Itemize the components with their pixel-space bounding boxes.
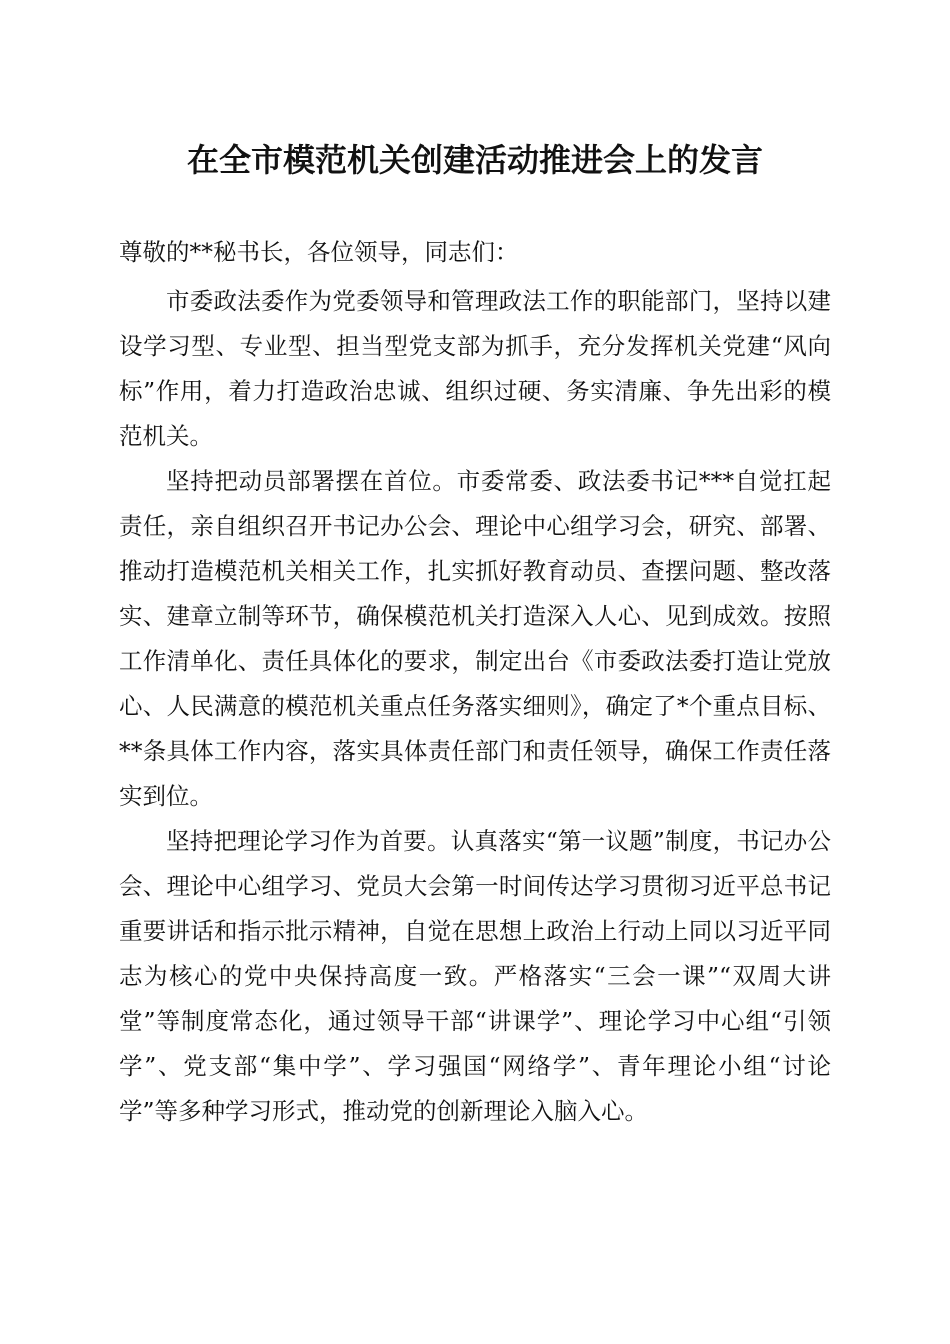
- salutation: 尊敬的**秘书长，各位领导，同志们：: [119, 238, 519, 266]
- paragraph-theory-study: 坚持把理论学习作为首要。认真落实“第一议题”制度，书记办公会、理论中心组学习、党员大会第一时间传达学习贯彻习近平总书记重要讲话和指示批示精神，自觉在思想上政治上行动上同以习近平同志为核心的党中央保持高度一致。严格落实“三会一课”“双周大讲堂”等制度常态化，通过领导干部“讲课学”、理论学习中心组“引领学”、党支部“集中学”、学习强国“网络学”、青年理论小组“讨论学”等多种学习形式，推动党的创新理论入脑入心。: [119, 827, 831, 1125]
- document-body: [119, 230, 831, 1134]
- paragraph-intro: 市委政法委作为党委领导和管理政法工作的职能部门，坚持以建设学习型、专业型、担当型党支部为抓手，充分发挥机关党建“风向标”作用，着力打造政治忠诚、组织过硬、务实清廉、争先出彩的模范机关。: [119, 287, 831, 450]
- document-title: 在全市模范机关创建活动推进会上的发言: [186, 141, 763, 179]
- paragraph-mobilization: 坚持把动员部署摆在首位。市委常委、政法委书记***自觉扛起责任，亲自组织召开书记办公会、理论中心组学习会，研究、部署、推动打造模范机关相关工作，扎实抓好教育动员、查摆问题、整改落实、建章立制等环节，确保模范机关打造深入人心、见到成效。按照工作清单化、责任具体化的要求，制定出台《市委政法委打造让党放心、人民满意的模范机关重点任务落实细则》，确定了*个重点目标、**条具体工作内容，落实具体责任部门和责任领导，确保工作责任落实到位。: [119, 467, 831, 810]
